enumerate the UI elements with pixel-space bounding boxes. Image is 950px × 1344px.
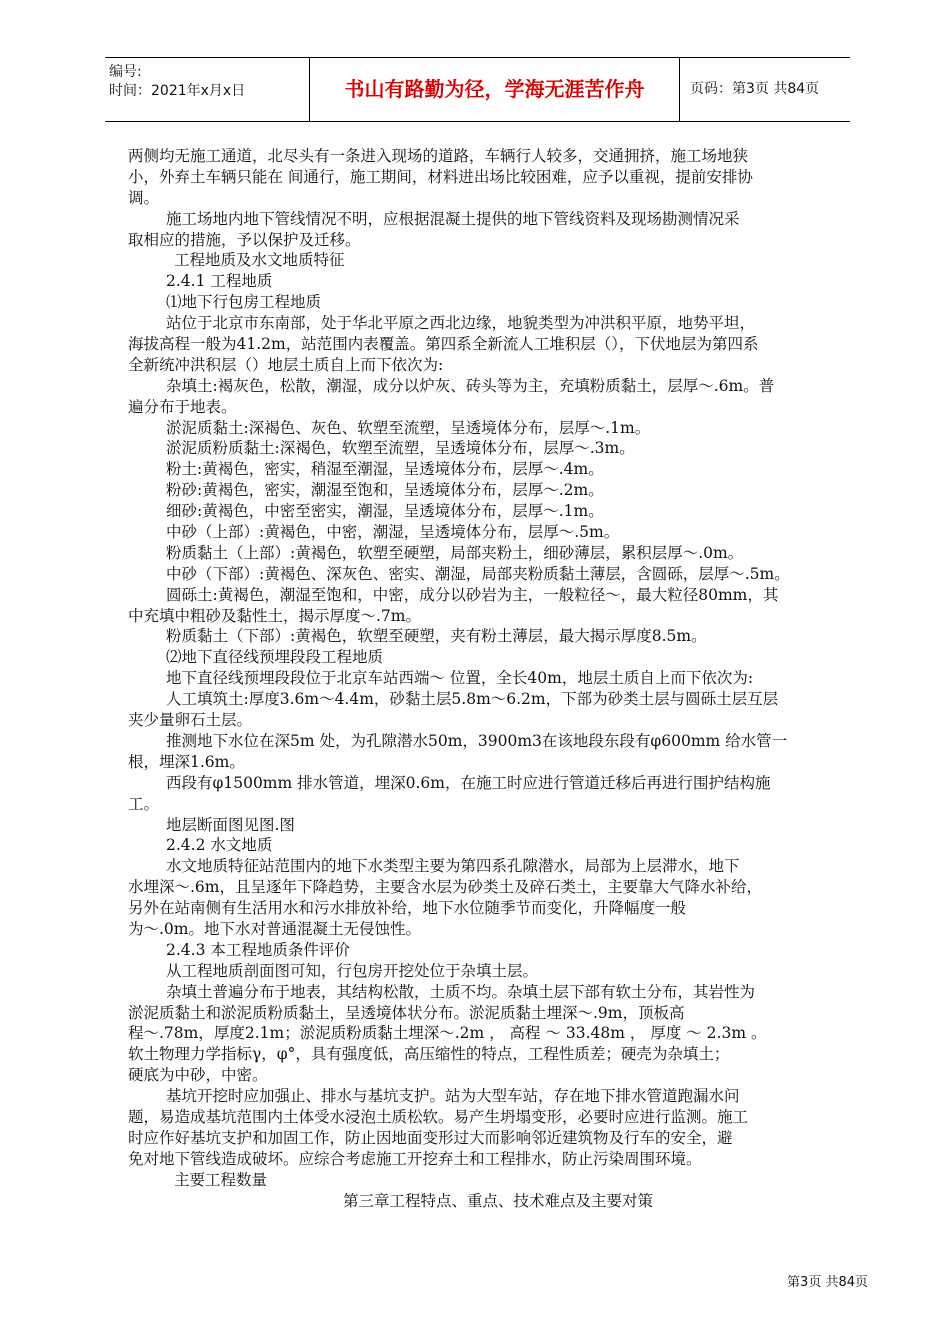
text-line: 工。 bbox=[128, 794, 160, 813]
text-line: 题，易造成基坑范围内土体受水浸泡土质松软。易产生坍塌变形，必要时应进行监测。施工 bbox=[128, 1107, 749, 1126]
text-line: 中充填中粗砂及黏性土，揭示厚度～.7m。 bbox=[128, 606, 421, 625]
paragraph-start: 地下直径线预埋段段位于北京车站西端～ 位置，全长40m，地层土质自上而下依次为: bbox=[166, 669, 754, 688]
paragraph-start: 粉质黏土（下部）:黄褐色，软塑至硬塑，夹有粉土薄层，最大揭示厚度8.5m。 bbox=[166, 627, 707, 646]
paragraph-start: 水文地质特征站范围内的地下水类型主要为第四系孔隙潜水，局部为上层滞水，地下 bbox=[166, 857, 740, 876]
document-body bbox=[128, 146, 868, 1211]
paragraph-start: 人工填筑土:厚度3.6m～4.4m，砂黏土层5.8m～6.2m，下部为砂类土层与圆砾土层互层 bbox=[166, 690, 779, 709]
subsection-heading: 2.4.2 水文地质 bbox=[166, 836, 273, 855]
paragraph-start: 中砂（下部）:黄褐色、深灰色、密实、潮湿，局部夹粉质黏土薄层，含圆砾，层厚～.5m。 bbox=[166, 564, 790, 583]
text-line: 程～.78m，厚度2.1m；淤泥质粉质黏土埋深～.2m ， 高程 ～ 33.48m ， 厚度 ～ 2.3m 。 bbox=[128, 1024, 767, 1043]
text-line: 为～.0m。地下水对普通混凝土无侵蚀性。 bbox=[128, 919, 421, 938]
paragraph-start: 杂填土:褐灰色，松散，潮湿，成分以炉灰、砖头等为主，充填粉质黏土，层厚～.6m。普 bbox=[166, 376, 775, 395]
text-line: 遍分布于地表。 bbox=[128, 397, 237, 416]
text-line: 海拔高程一般为41.2m，站范围内表覆盖。第四系全新流人工堆积层（），下伏地层为第四系 bbox=[128, 335, 759, 354]
paragraph-start: 站位于北京市东南部，处于华北平原之西北边缘，地貌类型为冲洪积平原，地势平坦， bbox=[166, 314, 756, 333]
header-motto: 书山有路勤为径，学海无涯苦作舟 bbox=[310, 58, 680, 121]
paragraph-start: 推测地下水位在深5m 处，为孔隙潜水50m，3900m3在该地段东段有φ600mm 给水管一 bbox=[166, 731, 788, 750]
paragraph-start: 粉质黏土（上部）:黄褐色，软塑至硬塑，局部夹粉土，细砂薄层，累积层厚～.0m。 bbox=[166, 543, 744, 562]
paragraph-start: 从工程地质剖面图可知，行包房开挖处位于杂填土层。 bbox=[166, 961, 539, 980]
page-footer: 第3页 共84页 bbox=[787, 1275, 868, 1290]
text-line: 两侧均无施工通道，北尽头有一条进入现场的道路，车辆行人较多，交通拥挤，施工场地狭 bbox=[128, 147, 749, 165]
paragraph-start: 杂填土普遍分布于地表，其结构松散，土质不均。杂填土层下部有软土分布，其岩性为 bbox=[166, 982, 756, 1001]
paragraph-start: 施工场地内地下管线情况不明，应根据混凝土提供的地下管线资料及现场勘测情况采 bbox=[166, 209, 740, 228]
subsection-heading: 2.4.3 本工程地质条件评价 bbox=[166, 940, 350, 959]
text-line: 水埋深～.6m，且呈逐年下降趋势，主要含水层为砂类土及碎石类土，主要靠大气降水补给， bbox=[128, 878, 762, 897]
paragraph-start: 细砂:黄褐色，中密至密实，潮湿，呈透境体分布，层厚～.1m。 bbox=[166, 502, 604, 521]
paragraph-start: 圆砾土:黄褐色，潮湿至饱和，中密，成分以砂岩为主，一般粒径～，最大粒径80mm，其 bbox=[166, 585, 779, 604]
text-line: 调。 bbox=[128, 188, 160, 207]
subsection-heading: 2.4.1 工程地质 bbox=[166, 272, 273, 291]
text-line: 取相应的措施，予以保护及迁移。 bbox=[128, 230, 361, 249]
text-line: 硬底为中砂，中密。 bbox=[128, 1066, 268, 1085]
text-line: 免对地下管线造成破坏。应综合考虑施工开挖弃土和工程排水，防止污染周围环境。 bbox=[128, 1149, 702, 1168]
time-label: 时间：2021年x月x日 bbox=[109, 83, 246, 99]
paragraph-start: 中砂（上部）:黄褐色，中密，潮湿，呈透境体分布，层厚～.5m。 bbox=[166, 523, 620, 542]
paragraph-start: 基坑开挖时应加强止、排水与基坑支护。站为大型车站，存在地下排水管道跑漏水问 bbox=[166, 1087, 740, 1106]
text-line: 全新统冲洪积层（）地层土质自上而下依次为: bbox=[128, 355, 444, 374]
text-line: 小，外弃土车辆只能在 间通行，施工期间，材料进出场比较困难，应予以重视，提前安排协 bbox=[128, 167, 753, 186]
figure-reference: 地层断面图见图.图 bbox=[166, 815, 295, 834]
paragraph-start: 粉砂:黄褐色，密实，潮湿至饱和，呈透境体分布，层厚～.2m。 bbox=[166, 481, 604, 500]
text-line: 淤泥质黏土和淤泥质粉质黏土，呈透境体状分布。淤泥质黏土埋深～.9m，顶板高 bbox=[128, 1003, 685, 1022]
subsection-heading: ⑴地下行包房工程地质 bbox=[166, 293, 322, 312]
paragraph-start: 淤泥质粉质黏土:深褐色，软塑至流塑，呈透境体分布，层厚～.3m。 bbox=[166, 439, 635, 458]
paragraph-start: 粉土:黄褐色，密实，稍湿至潮湿，呈透境体分布，层厚～.4m。 bbox=[166, 460, 604, 479]
paragraph-start: 西段有φ1500mm 排水管道，埋深0.6m，在施工时应进行管道迁移后再进行围护结构施 bbox=[166, 773, 771, 792]
text-line: 根，埋深1.6m。 bbox=[128, 752, 245, 771]
header-page-number: 页码：第3页 共84页 bbox=[690, 81, 820, 97]
section-heading: 工程地质及水文地质特征 bbox=[174, 251, 345, 270]
subsection-heading: ⑵地下直径线预埋段段工程地质 bbox=[166, 648, 384, 667]
section-heading: 主要工程数量 bbox=[174, 1170, 268, 1189]
header-meta bbox=[105, 58, 310, 121]
paragraph-start: 淤泥质黏土:深褐色、灰色、软塑至流塑，呈透境体分布，层厚～.1m。 bbox=[166, 418, 651, 437]
number-label: 编号: bbox=[109, 64, 142, 80]
page-header bbox=[105, 57, 850, 122]
text-line: 夹少量卵石土层。 bbox=[128, 711, 253, 730]
chapter-title: 第三章工程特点、重点、技术难点及主要对策 bbox=[342, 1191, 653, 1210]
text-line: 软土物理力学指标γ，φ°，具有强度低，高压缩性的特点，工程性质差；硬壳为杂填土； bbox=[128, 1045, 730, 1064]
text-line: 时应作好基坑支护和加固工作，防止因地面变形过大而影响邻近建筑物及行车的安全，避 bbox=[128, 1128, 733, 1147]
text-line: 另外在站南侧有生活用水和污水排放补给，地下水位随季节而变化，升降幅度一般 bbox=[128, 899, 687, 918]
